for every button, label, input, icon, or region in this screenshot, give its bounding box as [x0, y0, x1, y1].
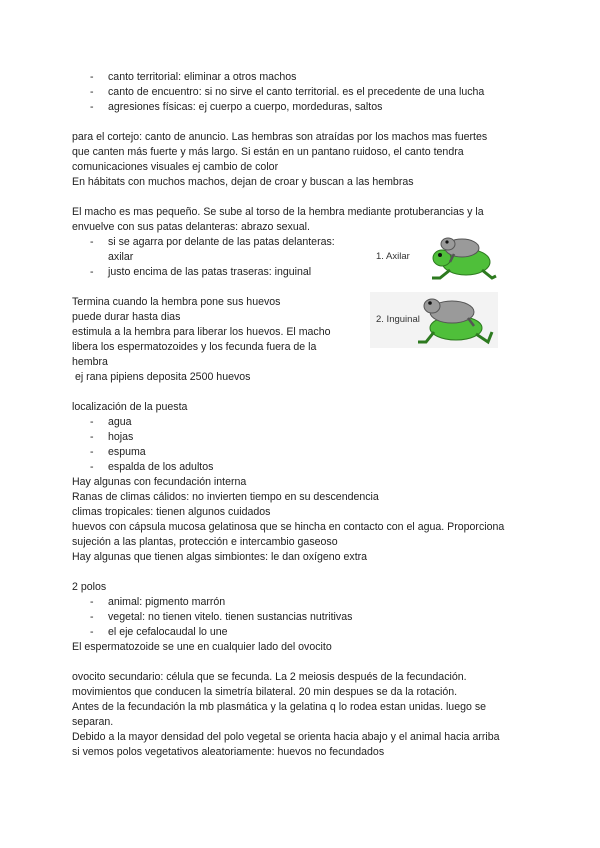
paragraph-line: Ranas de climas cálidos: no invierten tiempo en su descendencia [72, 491, 379, 503]
document-body [72, 70, 532, 760]
list-item: - canto de encuentro: si no sirve el canto territorial. es el precedente de una lucha [72, 85, 532, 100]
section-heading: localización de la puesta [72, 401, 188, 413]
list-item-continuation: axilar [108, 251, 134, 263]
paragraph-line: puede durar hasta dias [72, 311, 181, 323]
list-item: - vegetal: no tienen vitelo. tienen sustancias nutritivas [72, 610, 532, 625]
paragraph-line: Debido a la mayor densidad del polo vegetal se orienta hacia abajo y el animal hacia arriba [72, 731, 500, 743]
list-item: - el eje cefalocaudal lo une [72, 625, 532, 640]
list-item: - agresiones físicas: ej cuerpo a cuerpo, mordeduras, saltos [72, 100, 532, 115]
paragraph-line: En hábitats con muchos machos, dejan de croar y buscan a las hembras [72, 176, 414, 188]
paragraph-line: estimula a la hembra para liberar los huevos. El macho [72, 326, 331, 338]
list-item: - espuma [72, 445, 532, 460]
paragraph-line: hembra [72, 356, 108, 368]
list-item: - animal: pigmento marrón [72, 595, 532, 610]
paragraph-line: libera los espermatozoides y los fecunda fuera de la [72, 341, 317, 353]
axilar-label: 1. Axilar [376, 251, 410, 262]
inguinal-label: 2. Inguinal [376, 314, 420, 325]
paragraph-line: El macho es mas pequeño. Se sube al torso de la hembra mediante protuberancias y la [72, 206, 484, 218]
paragraph-line: Hay algunas con fecundación interna [72, 476, 247, 488]
axilar-figure [370, 232, 498, 282]
paragraph-line: climas tropicales: tienen algunos cuidados [72, 506, 271, 518]
paragraph-line: Termina cuando la hembra pone sus huevos [72, 296, 281, 308]
paragraph-line: El espermatozoide se une en cualquier lado del ovocito [72, 641, 332, 653]
list-item: - hojas [72, 430, 532, 445]
paragraph-line: que canten más fuerte y más largo. Si están en un pantano ruidoso, el canto tendra [72, 146, 464, 158]
paragraph-line: separan. [72, 716, 114, 728]
list-item: - si se agarra por delante de las patas delanteras: [72, 235, 532, 250]
paragraph-line: sujeción a las plantas, protección e intercambio gaseoso [72, 536, 338, 548]
section-heading: 2 polos [72, 581, 107, 593]
paragraph-line: si vemos polos vegetativos aleatoriamente: huevos no fecundados [72, 746, 385, 758]
list-item: - justo encima de las patas traseras: inguinal [72, 265, 532, 280]
paragraph-line: comunicaciones visuales ej cambio de color [72, 161, 279, 173]
paragraph-line: Hay algunas que tienen algas simbiontes: le dan oxígeno extra [72, 551, 368, 563]
paragraph-line: ej rana pipiens deposita 2500 huevos [72, 371, 251, 383]
frog-pair-inguinal-icon [370, 292, 498, 348]
inguinal-figure [370, 292, 498, 348]
list-item: - agua [72, 415, 532, 430]
list-item: - canto territorial: eliminar a otros machos [72, 70, 532, 85]
list-item: - espalda de los adultos [72, 460, 532, 475]
paragraph-line: envuelve con sus patas delanteras: abrazo sexual. [72, 221, 310, 233]
paragraph-line: movimientos que conducen la simetría bilateral. 20 min despues se da la rotación. [72, 686, 458, 698]
paragraph-line: huevos con cápsula mucosa gelatinosa que se hincha en contacto con el agua. Proporciona [72, 521, 505, 533]
paragraph-line: ovocito secundario: célula que se fecunda. La 2 meiosis después de la fecundación. [72, 671, 467, 683]
paragraph-line: Antes de la fecundación la mb plasmática y la gelatina q lo rodea estan unidas. luego se [72, 701, 487, 713]
paragraph-line: para el cortejo: canto de anuncio. Las hembras son atraídas por los machos mas fuertes [72, 131, 488, 143]
frog-pair-axilar-icon [370, 232, 498, 282]
